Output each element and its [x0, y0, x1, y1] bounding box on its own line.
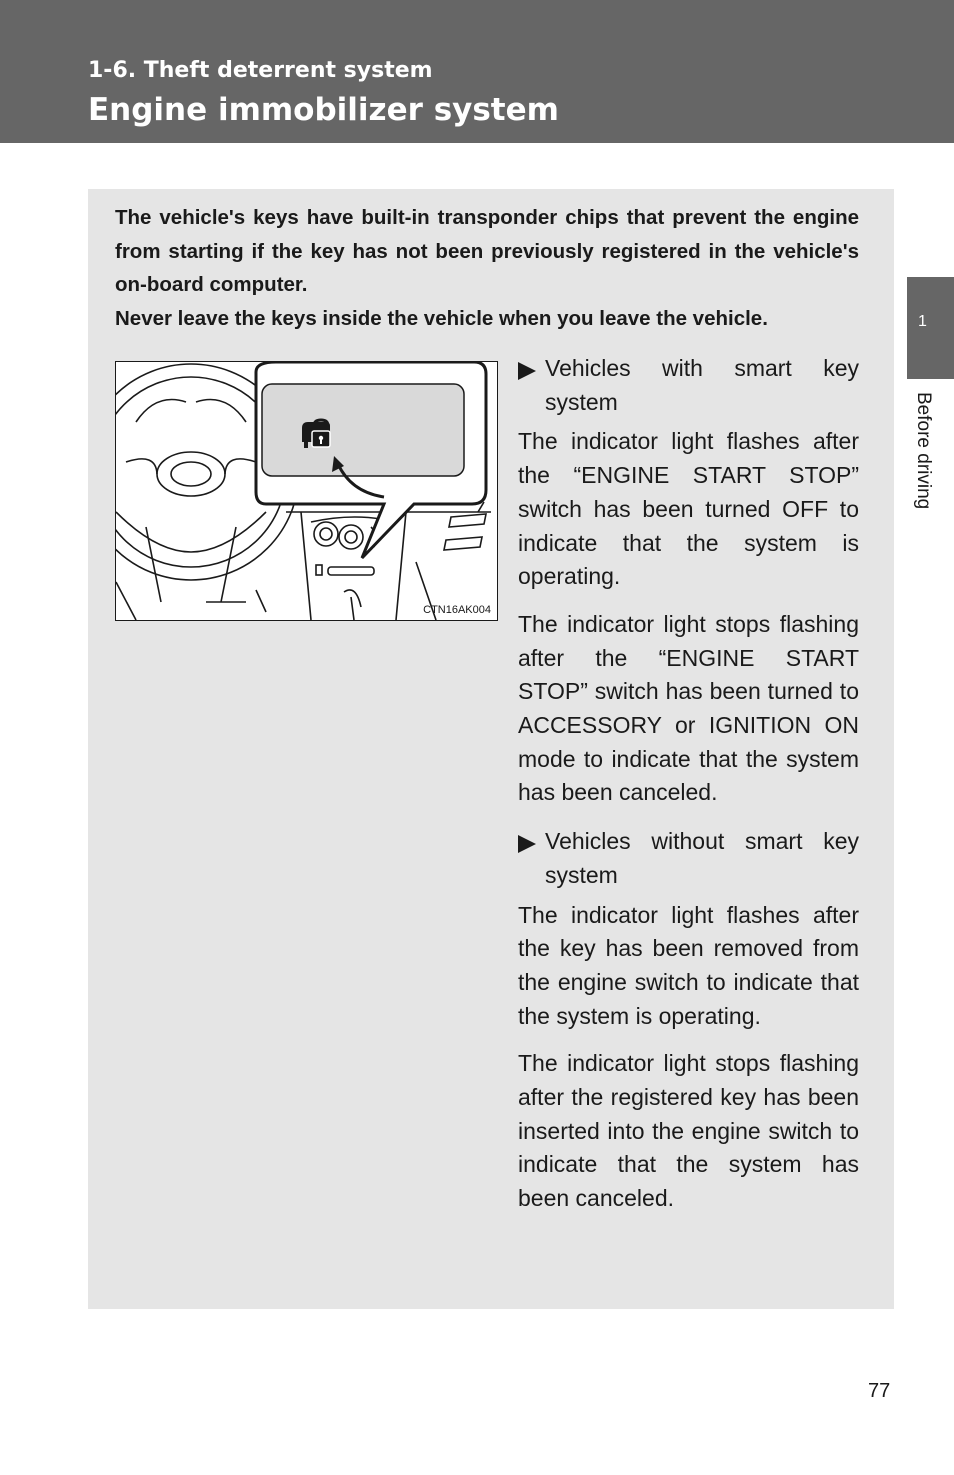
figure-code: CTN16AK004 [423, 604, 491, 616]
triangle-bullet-icon [518, 835, 536, 853]
chapter-number: 1 [918, 313, 927, 330]
display-screen [262, 384, 464, 476]
warning-paragraph: Never leave the keys inside the vehicle when you leave the vehicle. [115, 307, 768, 331]
dashboard-drawing [116, 362, 497, 620]
no-smart-key-heading [518, 825, 859, 892]
no-smart-key-heading-text: Vehicles without smart key system [545, 828, 859, 888]
description-column [518, 352, 859, 1216]
security-indicator-icon [302, 420, 330, 448]
chapter-label: Before driving [913, 392, 934, 510]
intro-text [115, 201, 859, 336]
no-smart-key-para-1: The indicator light flashes after the key has been removed from the engine switch to indicate that the system is operating. [518, 901, 859, 1029]
chapter-tab[interactable] [907, 277, 954, 379]
dashboard-illustration [115, 361, 498, 621]
smart-key-heading-text: Vehicles with smart key system [545, 355, 859, 415]
page-title: Engine immobilizer system [88, 92, 559, 128]
page-header [0, 0, 954, 143]
smart-key-para-1: The indicator light flashes after the “ENGINE START STOP” switch has been turned OFF to indicate that the system is operating. [518, 428, 859, 590]
intro-paragraph: The vehicle's keys have built-in transponder chips that prevent the engine from starting if the key has not been previously registered in the vehicle's on-board computer. [115, 206, 859, 297]
no-smart-key-para-2: The indicator light stops flashing after the registered key has been inserted into the engine switch to indicate that the system has been canceled. [518, 1050, 859, 1212]
section-label: 1-6. Theft deterrent system [88, 58, 433, 83]
content-panel [88, 189, 894, 1309]
smart-key-para-2: The indicator light stops flashing after the “ENGINE START STOP” switch has been turned to ACCESSORY or IGNITION ON mode to indicate that the system has been canceled. [518, 610, 859, 806]
steering-hub [157, 452, 225, 496]
page-number: 77 [868, 1380, 891, 1402]
smart-key-heading [518, 352, 859, 419]
triangle-bullet-icon [518, 362, 536, 380]
